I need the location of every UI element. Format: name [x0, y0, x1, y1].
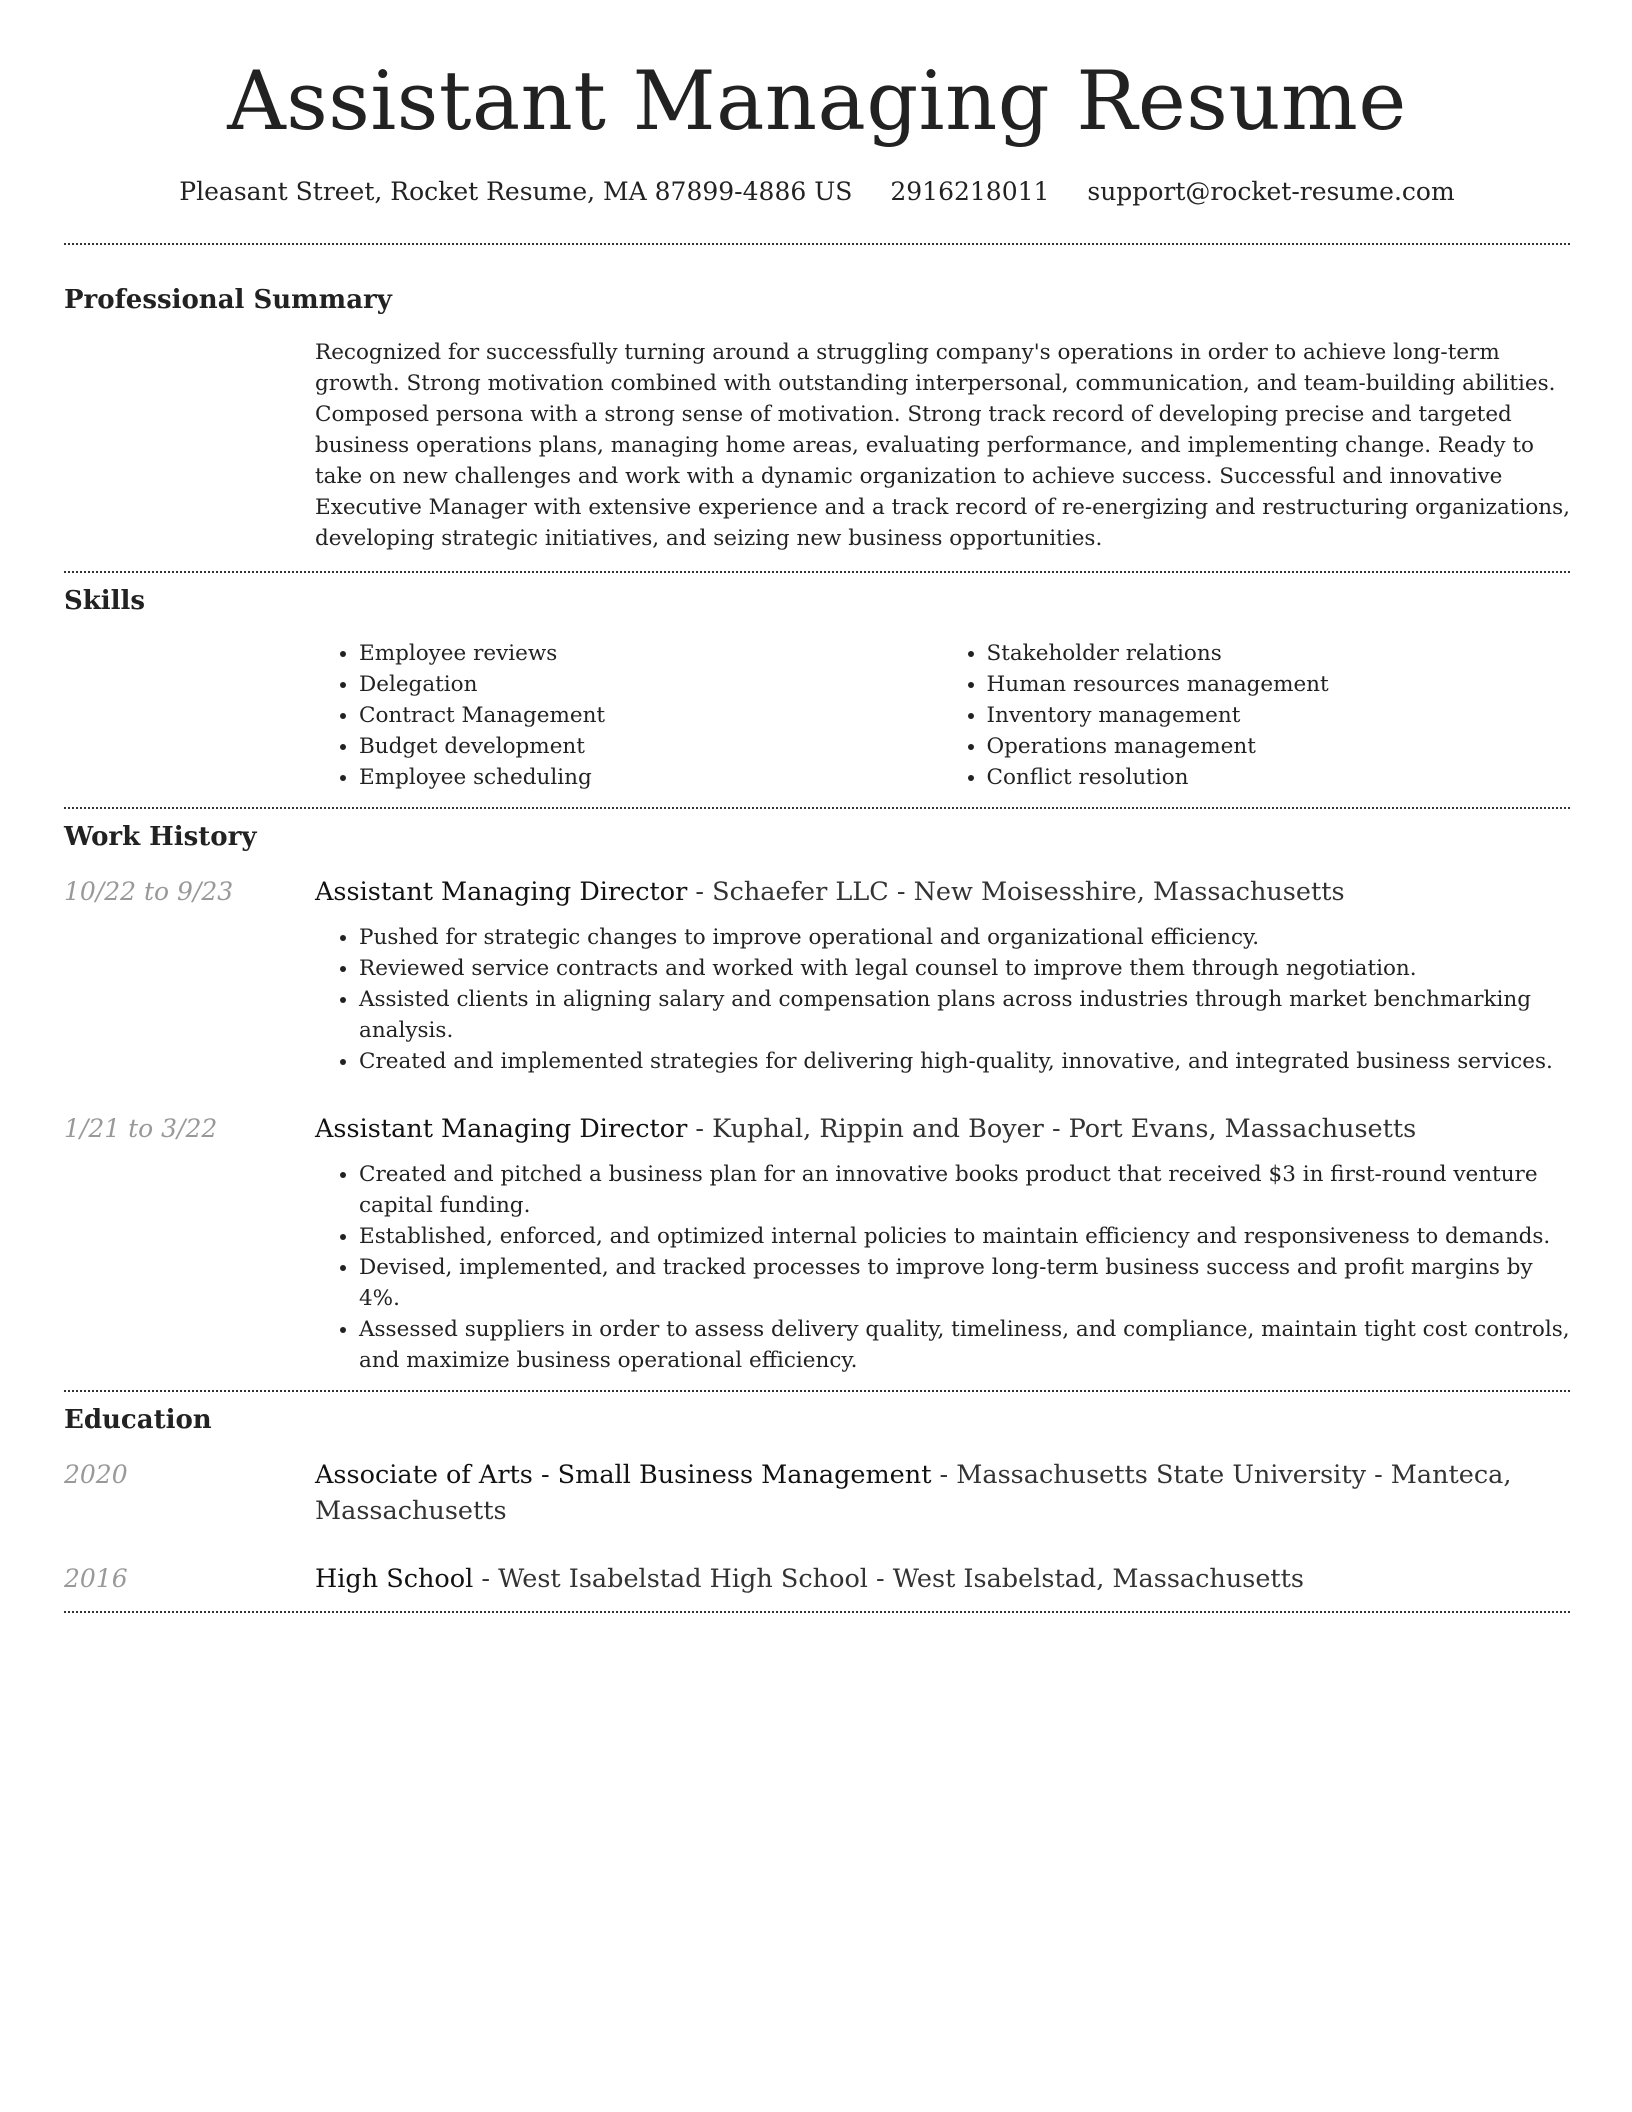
education-date: 2020	[64, 1460, 128, 1489]
skill-item: • Operations management	[987, 731, 1571, 762]
skill-item: • Delegation	[359, 669, 943, 700]
education-school: - Massachusetts State University - Manteca, Massachusetts	[315, 1460, 1512, 1526]
job-entry	[64, 874, 1570, 1077]
education-heading-line	[315, 1457, 1570, 1529]
job-body	[315, 1111, 1570, 1376]
skills-column-left	[315, 638, 943, 793]
job-bullet: • Devised, implemented, and tracked processes to improve long-term business success and profit margins by 4%.	[359, 1252, 1570, 1314]
job-bullet: • Created and implemented strategies for delivering high-quality, innovative, and integrated business services.	[359, 1046, 1570, 1077]
section-divider	[64, 243, 1570, 245]
work-history-heading: Work History	[64, 822, 257, 852]
job-heading	[315, 874, 1570, 910]
job-bullet: • Assisted clients in aligning salary and compensation plans across industries through market benchmarking analysis.	[359, 984, 1570, 1046]
job-dates: 10/22 to 9/23	[64, 877, 234, 906]
skill-item: • Conflict resolution	[987, 762, 1571, 793]
job-bullet: • Assessed suppliers in order to assess delivery quality, timeliness, and compliance, maintain tight cost controls, and maximize business operational efficiency.	[359, 1314, 1570, 1376]
education-date: 2016	[64, 1564, 128, 1593]
resume-name: Assistant Managing Resume	[227, 55, 1407, 149]
skill-item: • Stakeholder relations	[987, 638, 1571, 669]
job-title: Assistant Managing Director	[315, 1114, 688, 1144]
job-dates: 1/21 to 3/22	[64, 1114, 218, 1143]
resume-page	[64, 0, 1570, 1613]
job-bullet: • Created and pitched a business plan for an innovative books product that received $3 in first-round venture capital funding.	[359, 1159, 1570, 1221]
contact-line	[64, 175, 1570, 209]
job-bullets	[315, 1159, 1570, 1376]
job-bullet: • Reviewed service contracts and worked with legal counsel to improve them through negotiation.	[359, 953, 1570, 984]
job-employer: - Kuphal, Rippin and Boyer - Port Evans, Massachusetts	[687, 1114, 1417, 1144]
job-heading	[315, 1111, 1570, 1147]
job-bullet: • Established, enforced, and optimized internal policies to maintain efficiency and responsiveness to demands.	[359, 1221, 1570, 1252]
summary-heading: Professional Summary	[64, 285, 392, 315]
job-bullet: • Pushed for strategic changes to improve operational and organizational efficiency.	[359, 922, 1570, 953]
education-body	[315, 1457, 1570, 1529]
education-entry	[64, 1561, 1570, 1597]
job-employer: - Schaefer LLC - New Moisesshire, Massachusetts	[687, 877, 1345, 907]
skills-heading: Skills	[64, 586, 146, 616]
education-degree: High School	[315, 1564, 474, 1594]
skill-item: • Budget development	[359, 731, 943, 762]
contact-address: Pleasant Street, Rocket Resume, MA 87899-4886 US	[179, 177, 853, 206]
skill-item: • Employee reviews	[359, 638, 943, 669]
section-divider	[64, 1390, 1570, 1392]
skills-list	[315, 638, 1570, 793]
skill-item: • Contract Management	[359, 700, 943, 731]
education-entry	[64, 1457, 1570, 1529]
section-divider	[64, 571, 1570, 573]
education-degree: Associate of Arts - Small Business Management	[315, 1460, 932, 1490]
education-school: - West Isabelstad High School - West Isabelstad, Massachusetts	[473, 1564, 1305, 1594]
section-divider	[64, 807, 1570, 809]
job-entry	[64, 1111, 1570, 1376]
education-body	[315, 1561, 1570, 1597]
education-heading: Education	[64, 1405, 212, 1435]
summary-text: Recognized for successfully turning around a struggling company's operations in order to achieve long-term growth. Strong motivation combined with outstanding interpersonal, communication, and team-building abilities. Composed persona with a strong sense of motivation. Strong track record of developing precise and targeted business operations plans, managing home areas, evaluating performance, and implementing change. Ready to take on new challenges and work with a dynamic organization to achieve success. Successful and innovative Executive Manager with extensive experience and a track record of re-energizing and restructuring organizations, developing strategic initiatives, and seizing new business opportunities.	[315, 340, 1570, 551]
skill-item: • Inventory management	[987, 700, 1571, 731]
skill-item: • Employee scheduling	[359, 762, 943, 793]
job-title: Assistant Managing Director	[315, 877, 688, 907]
job-body	[315, 874, 1570, 1077]
skill-item: • Human resources management	[987, 669, 1571, 700]
contact-email: support@rocket-resume.com	[1087, 177, 1455, 206]
contact-phone: 2916218011	[890, 177, 1050, 206]
skills-column-right	[943, 638, 1571, 793]
education-heading-line	[315, 1561, 1570, 1597]
job-bullets	[315, 922, 1570, 1077]
section-divider	[64, 1611, 1570, 1613]
